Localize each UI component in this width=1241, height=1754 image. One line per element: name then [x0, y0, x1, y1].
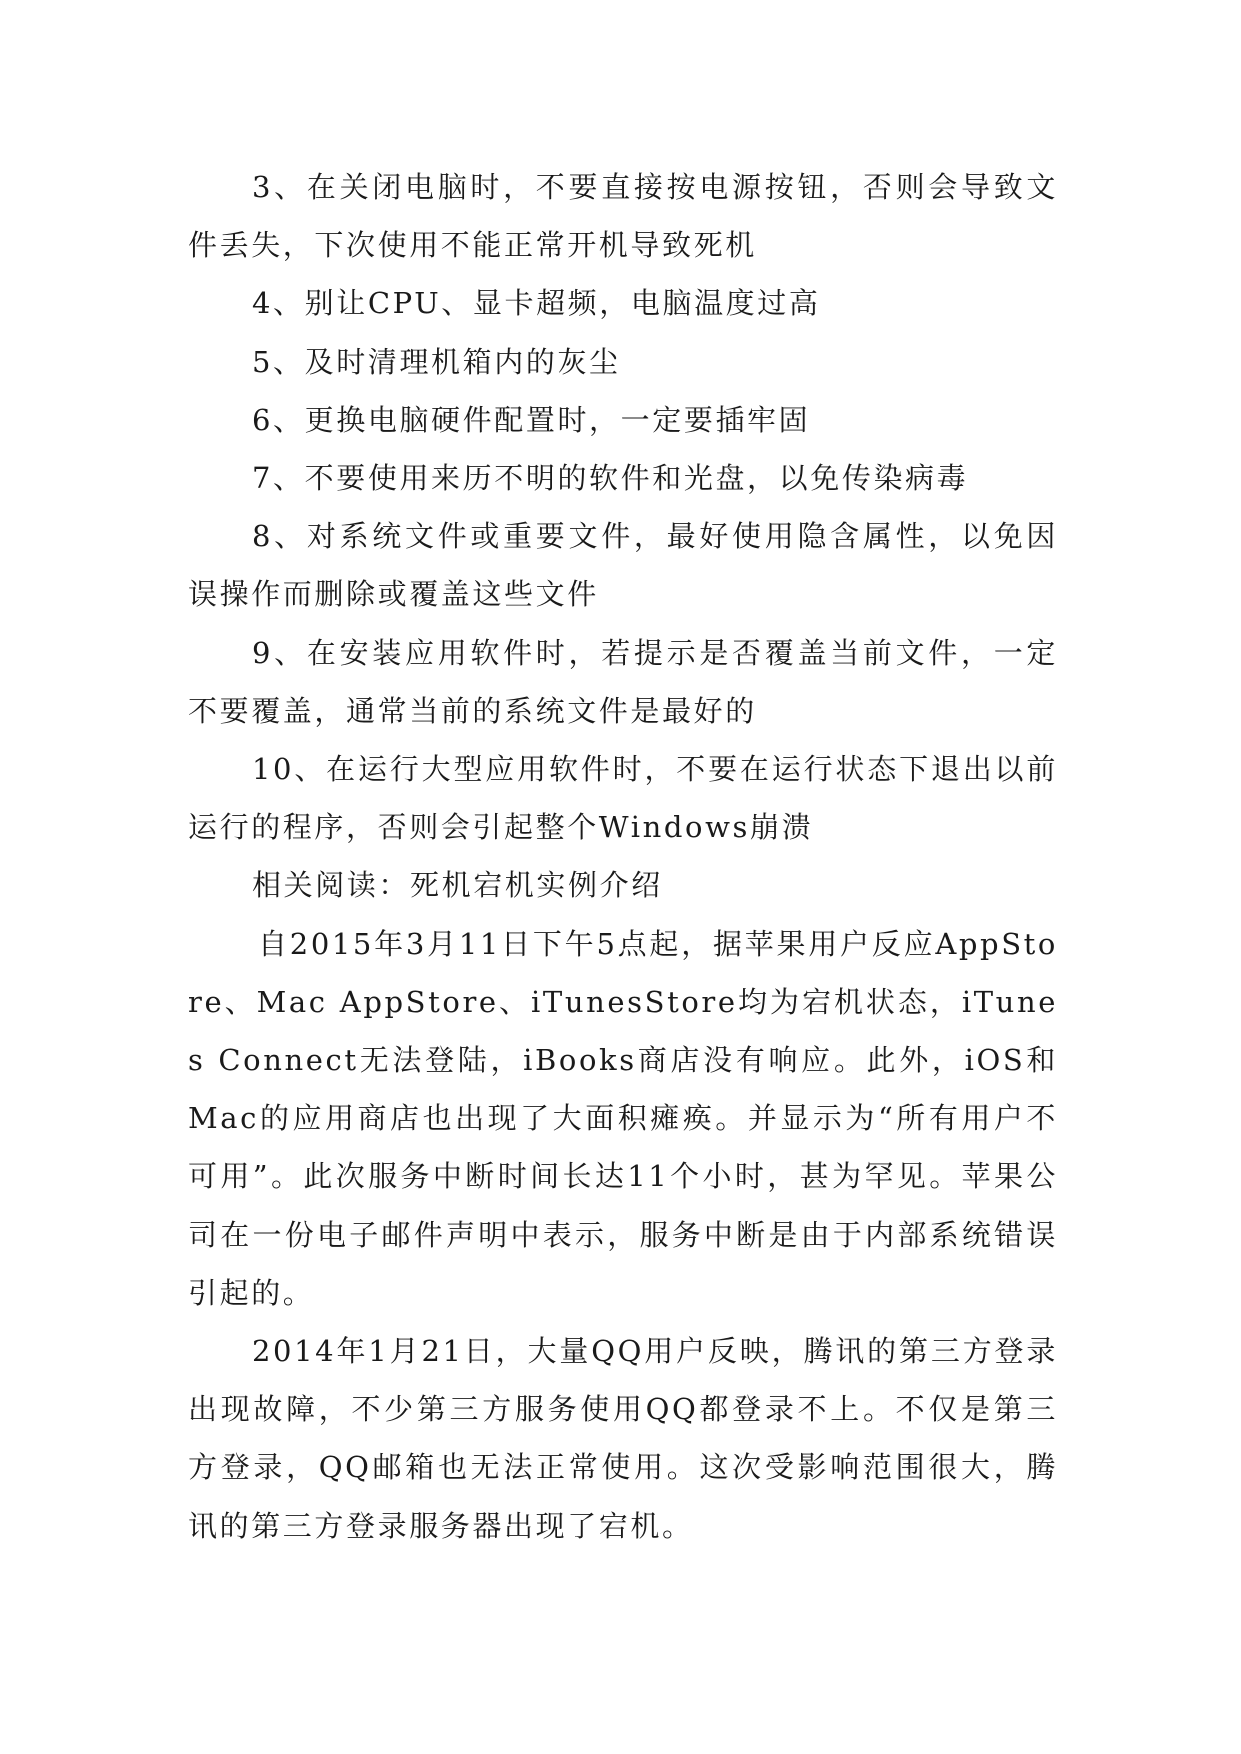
paragraph-tip-6: 6、更换电脑硬件配置时，一定要插牢固 — [252, 402, 811, 437]
paragraph-tip-5: 5、及时清理机箱内的灰尘 — [252, 344, 621, 379]
related-reading-heading: 相关阅读：死机宕机实例介绍 — [252, 868, 663, 903]
paragraph-tip-8: 8、对系统文件或重要文件，最好使用隐含属性，以免因误操作而删除或覆盖这些文件 — [188, 519, 1058, 612]
document-body — [188, 158, 1058, 1555]
paragraph-tip-9: 9、在安装应用软件时，若提示是否覆盖当前文件，一定不要覆盖，通常当前的系统文件是最好的 — [188, 635, 1058, 728]
paragraph-tip-10: 10、在运行大型应用软件时，不要在运行状态下退出以前运行的程序，否则会引起整个Windows崩溃 — [188, 752, 1058, 845]
paragraph-apple-outage: 自2015年3月11日下午5点起，据苹果用户反应AppStore、Mac AppStore、iTunesStore均为宕机状态，iTunes Connect无法登陆，iBooks商店没有响应。此外，iOS和Mac的应用商店也出现了大面积瘫痪。并显示为“所有用户不可用”。此次服务中断时间长达11个小时，甚为罕见。苹果公司在一份电子邮件声明中表示，服务中断是由于内部系统错误引起的。 — [188, 926, 1058, 1310]
paragraph-tip-4: 4、别让CPU、显卡超频，电脑温度过高 — [252, 286, 821, 321]
paragraph-tip-7: 7、不要使用来历不明的软件和光盘，以免传染病毒 — [252, 461, 969, 496]
paragraph-tip-3: 3、在关闭电脑时，不要直接按电源按钮，否则会导致文件丢失，下次使用不能正常开机导致死机 — [188, 170, 1058, 263]
paragraph-qq-outage: 2014年1月21日，大量QQ用户反映，腾讯的第三方登录出现故障，不少第三方服务使用QQ都登录不上。不仅是第三方登录，QQ邮箱也无法正常使用。这次受影响范围很大，腾讯的第三方登录服务器出现了宕机。 — [188, 1334, 1058, 1543]
